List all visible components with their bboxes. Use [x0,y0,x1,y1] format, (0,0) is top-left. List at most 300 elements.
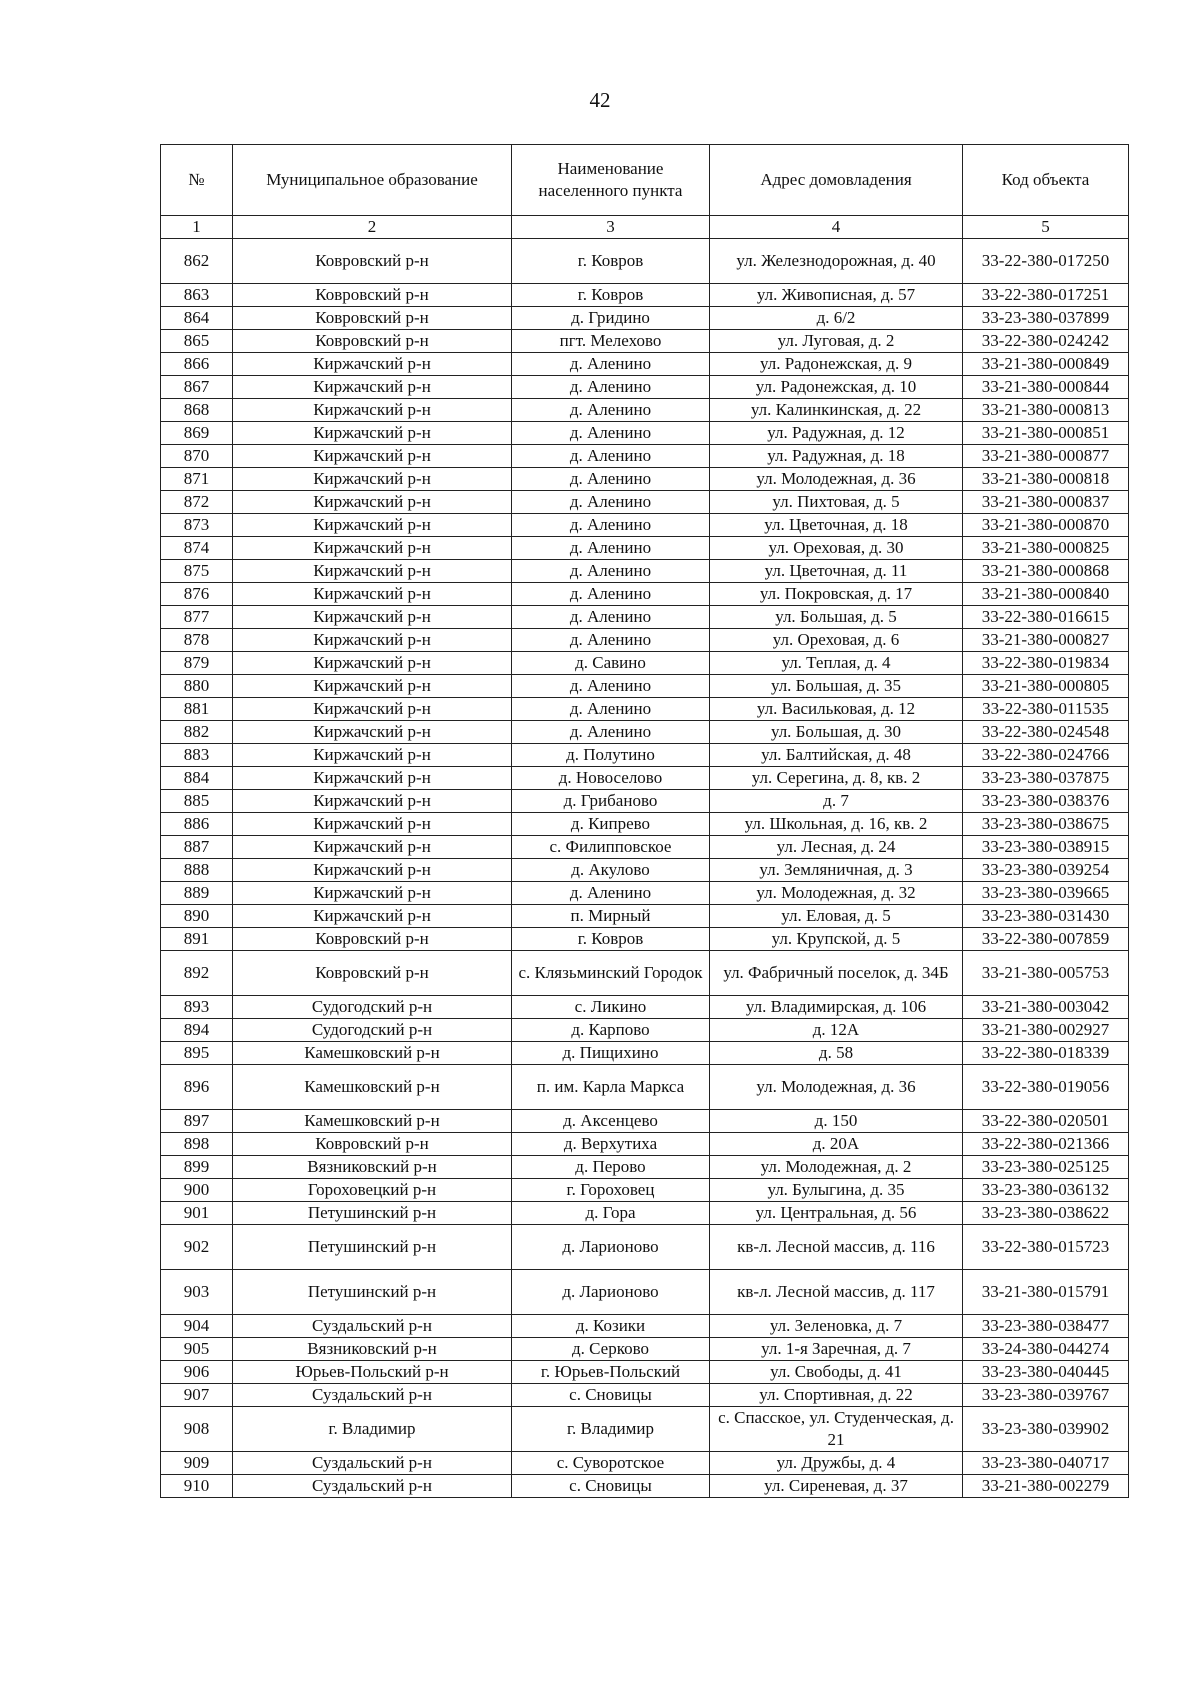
table-row [161,1384,1129,1407]
municipality-cell: Киржачский р-н [233,744,512,767]
settlement-cell: д. Аленино [512,422,710,445]
object-code-cell: 33-21-380-003042 [963,996,1129,1019]
municipality-cell: Ковровский р-н [233,307,512,330]
address-cell: ул. Дружбы, д. 4 [710,1452,963,1475]
row-number: 909 [161,1452,233,1475]
row-number: 895 [161,1042,233,1065]
row-number: 878 [161,629,233,652]
object-code-cell: 33-21-380-000805 [963,675,1129,698]
object-code-cell: 33-22-380-024766 [963,744,1129,767]
row-number: 876 [161,583,233,606]
settlement-cell: д. Аленино [512,882,710,905]
municipality-cell: Киржачский р-н [233,882,512,905]
municipality-cell: Киржачский р-н [233,353,512,376]
object-code-cell: 33-22-380-011535 [963,698,1129,721]
settlement-cell: пгт. Мелехово [512,330,710,353]
address-cell: ул. Большая, д. 5 [710,606,963,629]
settlement-cell: д. Козики [512,1315,710,1338]
address-cell: ул. Живописная, д. 57 [710,284,963,307]
municipality-cell: Ковровский р-н [233,928,512,951]
table-row [161,1065,1129,1110]
table-row [161,744,1129,767]
address-cell: ул. Молодежная, д. 2 [710,1156,963,1179]
object-code-cell: 33-21-380-000844 [963,376,1129,399]
settlement-cell: с. Сновицы [512,1384,710,1407]
municipality-cell: Суздальский р-н [233,1384,512,1407]
table-row [161,1475,1129,1498]
table-row [161,307,1129,330]
address-cell: д. 12А [710,1019,963,1042]
object-code-cell: 33-22-380-017251 [963,284,1129,307]
table-row [161,836,1129,859]
address-cell: ул. Ореховая, д. 6 [710,629,963,652]
municipality-cell: Суздальский р-н [233,1315,512,1338]
object-code-cell: 33-22-380-020501 [963,1110,1129,1133]
settlement-cell: д. Аленино [512,560,710,583]
row-number: 894 [161,1019,233,1042]
address-cell: ул. Пихтовая, д. 5 [710,491,963,514]
municipality-cell: Киржачский р-н [233,399,512,422]
settlement-cell: г. Гороховец [512,1179,710,1202]
column-number: 1 [161,216,233,239]
object-code-cell: 33-22-380-021366 [963,1133,1129,1156]
column-number: 3 [512,216,710,239]
table-row [161,239,1129,284]
row-number: 872 [161,491,233,514]
object-code-cell: 33-23-380-038622 [963,1202,1129,1225]
row-number: 864 [161,307,233,330]
header-settlement: Наименование населенного пункта [512,145,710,216]
settlement-cell: д. Полутино [512,744,710,767]
table-row [161,721,1129,744]
row-number: 879 [161,652,233,675]
settlement-cell: с. Сновицы [512,1475,710,1498]
municipality-cell: Вязниковский р-н [233,1338,512,1361]
municipality-cell: Судогодский р-н [233,1019,512,1042]
municipality-cell: Киржачский р-н [233,905,512,928]
table-row [161,1270,1129,1315]
row-number: 888 [161,859,233,882]
row-number: 884 [161,767,233,790]
table-row [161,376,1129,399]
municipality-cell: Киржачский р-н [233,606,512,629]
table-row [161,905,1129,928]
row-number: 886 [161,813,233,836]
table-row [161,1452,1129,1475]
table-row [161,1019,1129,1042]
address-cell: ул. Радонежская, д. 10 [710,376,963,399]
municipality-cell: Киржачский р-н [233,836,512,859]
address-cell: ул. Васильковая, д. 12 [710,698,963,721]
settlement-cell: д. Аленино [512,606,710,629]
municipality-cell: Вязниковский р-н [233,1156,512,1179]
row-number: 896 [161,1065,233,1110]
object-code-cell: 33-22-380-024548 [963,721,1129,744]
municipality-cell: Киржачский р-н [233,721,512,744]
object-code-cell: 33-23-380-031430 [963,905,1129,928]
municipality-cell: Киржачский р-н [233,537,512,560]
settlement-cell: д. Аленино [512,353,710,376]
settlement-cell: д. Верхутиха [512,1133,710,1156]
address-cell: ул. Цветочная, д. 18 [710,514,963,537]
row-number: 892 [161,951,233,996]
address-cell: ул. Цветочная, д. 11 [710,560,963,583]
row-number: 893 [161,996,233,1019]
municipality-cell: Ковровский р-н [233,951,512,996]
column-number: 2 [233,216,512,239]
address-cell: ул. Балтийская, д. 48 [710,744,963,767]
object-code-cell: 33-23-380-038915 [963,836,1129,859]
row-number: 870 [161,445,233,468]
municipality-cell: Киржачский р-н [233,445,512,468]
row-number: 898 [161,1133,233,1156]
table-row [161,882,1129,905]
object-code-cell: 33-23-380-039767 [963,1384,1129,1407]
table-row [161,606,1129,629]
row-number: 905 [161,1338,233,1361]
table-row [161,996,1129,1019]
table-row [161,422,1129,445]
object-code-cell: 33-22-380-019056 [963,1065,1129,1110]
row-number: 869 [161,422,233,445]
municipality-cell: Киржачский р-н [233,491,512,514]
municipality-cell: Киржачский р-н [233,767,512,790]
address-cell: ул. Радужная, д. 18 [710,445,963,468]
municipality-cell: Юрьев-Польский р-н [233,1361,512,1384]
municipality-cell: Киржачский р-н [233,652,512,675]
address-cell: д. 58 [710,1042,963,1065]
row-number: 882 [161,721,233,744]
object-code-cell: 33-21-380-015791 [963,1270,1129,1315]
municipality-cell: г. Владимир [233,1407,512,1452]
object-code-cell: 33-21-380-000837 [963,491,1129,514]
address-cell: ул. Луговая, д. 2 [710,330,963,353]
municipality-cell: Судогодский р-н [233,996,512,1019]
municipality-cell: Киржачский р-н [233,468,512,491]
table-row [161,353,1129,376]
table-body [161,239,1129,1498]
municipality-cell: Киржачский р-н [233,859,512,882]
table-row [161,1179,1129,1202]
row-number: 899 [161,1156,233,1179]
object-code-cell: 33-24-380-044274 [963,1338,1129,1361]
municipality-cell: Киржачский р-н [233,560,512,583]
row-number: 867 [161,376,233,399]
settlement-cell: г. Ковров [512,928,710,951]
table-row [161,1133,1129,1156]
address-cell: ул. Ореховая, д. 30 [710,537,963,560]
object-code-cell: 33-21-380-000868 [963,560,1129,583]
table-row [161,767,1129,790]
settlement-cell: д. Савино [512,652,710,675]
object-code-cell: 33-23-380-038675 [963,813,1129,836]
table-row [161,583,1129,606]
row-number: 873 [161,514,233,537]
table-row [161,1338,1129,1361]
row-number: 874 [161,537,233,560]
header-row [161,145,1129,216]
address-cell: ул. Радонежская, д. 9 [710,353,963,376]
municipality-cell: Камешковский р-н [233,1042,512,1065]
table-row [161,790,1129,813]
settlement-cell: д. Ларионово [512,1270,710,1315]
address-cell: ул. Булыгина, д. 35 [710,1179,963,1202]
address-cell: ул. Молодежная, д. 36 [710,468,963,491]
object-code-cell: 33-22-380-017250 [963,239,1129,284]
table-row [161,468,1129,491]
object-code-cell: 33-22-380-024242 [963,330,1129,353]
table-row [161,1225,1129,1270]
row-number: 875 [161,560,233,583]
row-number: 871 [161,468,233,491]
row-number: 890 [161,905,233,928]
settlement-cell: д. Ларионово [512,1225,710,1270]
table-row [161,629,1129,652]
object-code-cell: 33-22-380-018339 [963,1042,1129,1065]
column-number-row [161,216,1129,239]
address-cell: ул. Крупской, д. 5 [710,928,963,951]
row-number: 887 [161,836,233,859]
row-number: 904 [161,1315,233,1338]
settlement-cell: г. Ковров [512,284,710,307]
address-cell: ул. Сиреневая, д. 37 [710,1475,963,1498]
header-object-code: Код объекта [963,145,1129,216]
table-row [161,399,1129,422]
object-code-cell: 33-21-380-000825 [963,537,1129,560]
row-number: 891 [161,928,233,951]
settlement-cell: д. Аленино [512,468,710,491]
municipality-cell: Ковровский р-н [233,284,512,307]
object-code-cell: 33-23-380-039902 [963,1407,1129,1452]
settlement-cell: д. Аленино [512,376,710,399]
object-code-cell: 33-23-380-038477 [963,1315,1129,1338]
settlement-cell: д. Гора [512,1202,710,1225]
table-row [161,1407,1129,1452]
row-number: 910 [161,1475,233,1498]
municipality-cell: Ковровский р-н [233,239,512,284]
municipality-cell: Ковровский р-н [233,330,512,353]
object-code-cell: 33-21-380-000818 [963,468,1129,491]
address-cell: ул. Молодежная, д. 32 [710,882,963,905]
address-cell: кв-л. Лесной массив, д. 117 [710,1270,963,1315]
municipality-cell: Киржачский р-н [233,583,512,606]
object-code-cell: 33-21-380-000813 [963,399,1129,422]
object-code-cell: 33-22-380-019834 [963,652,1129,675]
address-cell: ул. Радужная, д. 12 [710,422,963,445]
municipality-cell: Петушинский р-н [233,1202,512,1225]
settlement-cell: с. Клязьминский Городок [512,951,710,996]
object-code-cell: 33-21-380-000877 [963,445,1129,468]
table-row [161,1110,1129,1133]
object-code-cell: 33-21-380-000827 [963,629,1129,652]
table-row [161,951,1129,996]
municipality-cell: Киржачский р-н [233,813,512,836]
settlement-cell: д. Аленино [512,537,710,560]
municipality-cell: Киржачский р-н [233,675,512,698]
table-row [161,928,1129,951]
object-code-cell: 33-23-380-040717 [963,1452,1129,1475]
settlement-cell: д. Аленино [512,491,710,514]
municipality-cell: Киржачский р-н [233,376,512,399]
object-code-cell: 33-23-380-039665 [963,882,1129,905]
address-cell: д. 6/2 [710,307,963,330]
row-number: 907 [161,1384,233,1407]
row-number: 865 [161,330,233,353]
address-cell: ул. Владимирская, д. 106 [710,996,963,1019]
address-cell: ул. Большая, д. 30 [710,721,963,744]
object-code-cell: 33-23-380-037899 [963,307,1129,330]
row-number: 863 [161,284,233,307]
settlement-cell: д. Аленино [512,583,710,606]
page-number: 42 [589,88,611,112]
settlement-cell: г. Ковров [512,239,710,284]
table-row [161,284,1129,307]
address-cell: ул. Калинкинская, д. 22 [710,399,963,422]
settlement-cell: д. Новоселово [512,767,710,790]
table-row [161,491,1129,514]
settlement-cell: с. Ликино [512,996,710,1019]
settlement-cell: д. Акулово [512,859,710,882]
settlement-cell: д. Карпово [512,1019,710,1042]
municipality-cell: Камешковский р-н [233,1110,512,1133]
settlement-cell: д. Пищихино [512,1042,710,1065]
table-row [161,445,1129,468]
row-number: 900 [161,1179,233,1202]
table-row [161,1156,1129,1179]
table-row [161,560,1129,583]
settlement-cell: д. Аксенцево [512,1110,710,1133]
address-cell: д. 20А [710,1133,963,1156]
object-code-cell: 33-22-380-007859 [963,928,1129,951]
address-cell: ул. Железнодорожная, д. 40 [710,239,963,284]
address-cell: ул. Большая, д. 35 [710,675,963,698]
column-number: 5 [963,216,1129,239]
table-row [161,813,1129,836]
row-number: 868 [161,399,233,422]
settlement-cell: д. Аленино [512,514,710,537]
address-cell: ул. Фабричный поселок, д. 34Б [710,951,963,996]
settlement-cell: п. Мирный [512,905,710,928]
address-cell: ул. Еловая, д. 5 [710,905,963,928]
address-cell: с. Спасское, ул. Студенческая, д. 21 [710,1407,963,1452]
row-number: 908 [161,1407,233,1452]
municipality-cell: Киржачский р-н [233,422,512,445]
row-number: 885 [161,790,233,813]
municipality-cell: Киржачский р-н [233,629,512,652]
object-code-cell: 33-23-380-036132 [963,1179,1129,1202]
row-number: 906 [161,1361,233,1384]
address-cell: ул. Земляничная, д. 3 [710,859,963,882]
object-code-cell: 33-23-380-040445 [963,1361,1129,1384]
settlement-cell: с. Филипповское [512,836,710,859]
settlement-cell: д. Гридино [512,307,710,330]
object-code-cell: 33-21-380-005753 [963,951,1129,996]
table-row [161,1042,1129,1065]
table-row [161,859,1129,882]
object-code-cell: 33-21-380-000851 [963,422,1129,445]
address-cell: ул. Теплая, д. 4 [710,652,963,675]
municipality-cell: Киржачский р-н [233,698,512,721]
table-row [161,1202,1129,1225]
object-code-cell: 33-21-380-000849 [963,353,1129,376]
settlement-cell: д. Аленино [512,399,710,422]
column-number: 4 [710,216,963,239]
municipality-cell: Камешковский р-н [233,1065,512,1110]
row-number: 901 [161,1202,233,1225]
settlement-cell: д. Аленино [512,698,710,721]
settlement-cell: д. Кипрево [512,813,710,836]
header-address: Адрес домовладения [710,145,963,216]
row-number: 862 [161,239,233,284]
object-code-cell: 33-21-380-002927 [963,1019,1129,1042]
object-code-cell: 33-22-380-016615 [963,606,1129,629]
municipality-cell: Суздальский р-н [233,1475,512,1498]
address-cell: кв-л. Лесной массив, д. 116 [710,1225,963,1270]
settlement-cell: п. им. Карла Маркса [512,1065,710,1110]
table-row [161,1361,1129,1384]
object-code-cell: 33-21-380-000840 [963,583,1129,606]
object-code-cell: 33-23-380-037875 [963,767,1129,790]
address-cell: д. 7 [710,790,963,813]
address-cell: ул. Свободы, д. 41 [710,1361,963,1384]
header-number: № [161,145,233,216]
municipality-cell: Суздальский р-н [233,1452,512,1475]
municipality-cell: Петушинский р-н [233,1225,512,1270]
address-cell: ул. Зеленовка, д. 7 [710,1315,963,1338]
municipality-cell: Петушинский р-н [233,1270,512,1315]
table-row [161,330,1129,353]
object-code-cell: 33-22-380-015723 [963,1225,1129,1270]
address-cell: ул. Центральная, д. 56 [710,1202,963,1225]
table-row [161,537,1129,560]
address-cell: ул. Спортивная, д. 22 [710,1384,963,1407]
settlement-cell: д. Аленино [512,629,710,652]
municipality-cell: Гороховецкий р-н [233,1179,512,1202]
object-code-cell: 33-21-380-002279 [963,1475,1129,1498]
object-code-cell: 33-23-380-025125 [963,1156,1129,1179]
address-cell: ул. Молодежная, д. 36 [710,1065,963,1110]
municipality-cell: Киржачский р-н [233,790,512,813]
settlement-cell: д. Аленино [512,445,710,468]
table-row [161,1315,1129,1338]
header-municipality: Муниципальное образование [233,145,512,216]
row-number: 866 [161,353,233,376]
object-code-cell: 33-21-380-000870 [963,514,1129,537]
object-code-cell: 33-23-380-039254 [963,859,1129,882]
settlement-cell: г. Юрьев-Польский [512,1361,710,1384]
settlement-cell: д. Перово [512,1156,710,1179]
address-cell: д. 150 [710,1110,963,1133]
row-number: 902 [161,1225,233,1270]
row-number: 903 [161,1270,233,1315]
address-cell: ул. 1-я Заречная, д. 7 [710,1338,963,1361]
address-cell: ул. Школьная, д. 16, кв. 2 [710,813,963,836]
row-number: 880 [161,675,233,698]
settlement-cell: с. Суворотское [512,1452,710,1475]
household-registry-table [160,144,1129,1498]
settlement-cell: д. Аленино [512,721,710,744]
municipality-cell: Ковровский р-н [233,1133,512,1156]
settlement-cell: д. Аленино [512,675,710,698]
table-row [161,698,1129,721]
row-number: 883 [161,744,233,767]
table-row [161,675,1129,698]
municipality-cell: Киржачский р-н [233,514,512,537]
row-number: 877 [161,606,233,629]
address-cell: ул. Лесная, д. 24 [710,836,963,859]
settlement-cell: д. Грибаново [512,790,710,813]
settlement-cell: г. Владимир [512,1407,710,1452]
